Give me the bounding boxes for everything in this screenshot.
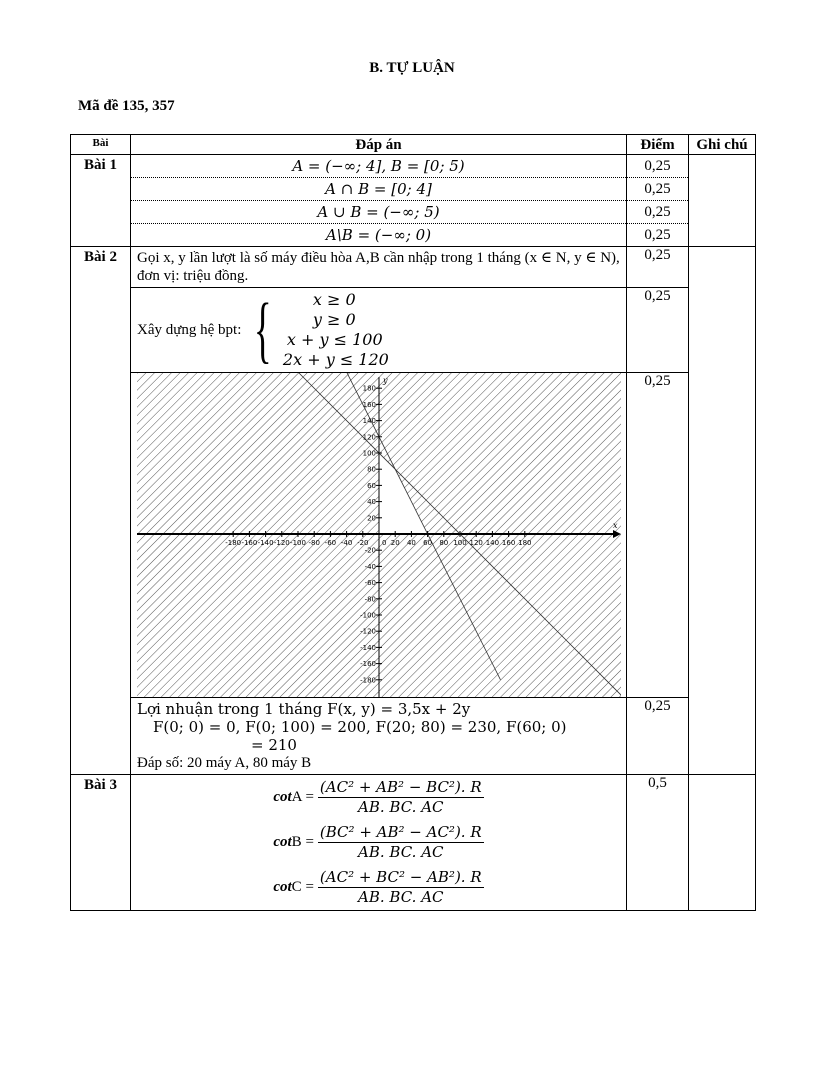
- x-tick-label: 40: [406, 539, 416, 547]
- y-tick-label: 60: [367, 481, 376, 490]
- x-tick-label: 120: [469, 539, 483, 547]
- bai2-intro: Gọi x, y lần lượt là số máy điều hòa A,B cần nhập trong 1 tháng (x ∈ N, y ∈ N), đơn vị: triệu đồng.: [131, 247, 627, 288]
- x-tick-label: -40: [340, 539, 353, 547]
- bai1-label: Bài 1: [71, 155, 131, 247]
- x-tick-label: -120: [273, 539, 290, 547]
- x-tick-label: 180: [518, 539, 532, 547]
- y-tick-label: -60: [364, 579, 376, 588]
- y-tick-label: -140: [360, 643, 376, 652]
- bai1-points: [627, 155, 689, 247]
- formula-b-angle: B: [291, 834, 302, 850]
- y-tick-label: -80: [364, 595, 376, 604]
- feasible-region-graph: [137, 373, 621, 697]
- system-line-2: y ≥ 0: [312, 310, 356, 329]
- y-tick-label: -180: [360, 676, 376, 685]
- header-dap-an: Đáp án: [131, 135, 627, 155]
- profit-values: F(0; 0) = 0, F(0; 100) = 200, F(20; 80) = 230, F(60; 0): [153, 718, 567, 736]
- profit-values-2: = 210: [251, 736, 297, 754]
- bai2-label: Bài 2: [71, 247, 131, 775]
- bai1-answers: [131, 155, 627, 247]
- exam-code: Mã đề 135, 357: [78, 98, 175, 114]
- x-tick-label: -80: [308, 539, 320, 547]
- header-bai: Bài: [71, 135, 131, 155]
- bai3-label: Bài 3: [71, 775, 131, 911]
- bai2-graph-points: 0,25: [627, 373, 689, 698]
- formula-cot-b: cotB = $\frac{\text{(BC² + AB² − AC²). R}}{AB. BC. AC}$: [273, 823, 482, 861]
- section-title: B. TỰ LUẬN: [369, 60, 455, 76]
- y-tick-label: 180: [362, 384, 376, 393]
- x-tick-label: -20: [357, 539, 369, 547]
- formula-cot-c: cotC = $\frac{\text{(AC² + BC² − AB²). R}}{AB. BC. AC}$: [273, 868, 482, 906]
- x-tick-label: -140: [257, 539, 274, 547]
- y-axis-label: y: [383, 376, 388, 385]
- bai2-system-points: 0,25: [627, 288, 689, 373]
- y-tick-label: 140: [362, 417, 376, 426]
- bai1-points-2: 0,25: [627, 178, 688, 201]
- x-tick-label: -100: [290, 539, 306, 547]
- header-row: [71, 135, 756, 155]
- profit-text: Lợi nhuận trong 1 tháng F(x, y) = 3,5x + 2y: [137, 700, 471, 718]
- bai3-row: [71, 775, 756, 911]
- bai3-note: [689, 775, 756, 911]
- bai2-graph-row: [71, 373, 756, 698]
- bai2-profit-row: [71, 698, 756, 775]
- bai1-answer-4: A\B = (−∞; 0): [325, 226, 432, 244]
- system-brace: {: [254, 289, 273, 371]
- bai2-graph-cell: [131, 373, 627, 698]
- bai2-intro-points: 0,25: [627, 247, 689, 288]
- bai1-answer-3: A ∪ B = (−∞; 5): [131, 201, 626, 224]
- y-tick-label: 20: [367, 514, 376, 523]
- bai2-profit: [131, 698, 627, 775]
- y-tick-label: -20: [364, 546, 376, 555]
- bai1-answer-2: A ∩ B = [0; 4]: [131, 178, 626, 201]
- header-ghi-chu: Ghi chú: [689, 135, 756, 155]
- bai2-system-row: [71, 288, 756, 373]
- bai1-points-1: 0,25: [627, 155, 688, 178]
- y-tick-label: -40: [364, 562, 376, 571]
- bai1-row: [71, 155, 756, 247]
- formula-c-den: AB. BC. AC: [358, 888, 444, 906]
- origin-label: 0: [382, 539, 387, 547]
- x-tick-label: 140: [485, 539, 500, 547]
- y-tick-label: 100: [362, 449, 376, 458]
- x-tick-label: -180: [225, 539, 242, 547]
- y-tick-label: -100: [360, 611, 376, 620]
- formula-a-den: AB. BC. AC: [358, 798, 444, 816]
- bai1-note: [689, 155, 756, 247]
- formula-b-name: cot: [273, 834, 292, 850]
- x-axis-label: x: [613, 521, 618, 530]
- bai2-intro-row: [71, 247, 756, 288]
- y-tick-label: -120: [360, 627, 376, 636]
- x-tick-label: 100: [453, 539, 467, 547]
- x-tick-label: -60: [324, 539, 337, 547]
- system-label: Xây dựng hệ bpt:: [137, 321, 242, 338]
- bai3-points: 0,5: [627, 775, 689, 911]
- formula-cot-a: cotA = $\frac{\text{(AC² + AB² − BC²). R}}{AB. BC. AC}$: [273, 778, 482, 816]
- system-line-3: x + y ≤ 100: [286, 330, 383, 349]
- system-line-4: 2x + y ≤ 120: [282, 350, 389, 369]
- x-tick-label: 20: [390, 539, 400, 547]
- formula-a-num: (AC² + AB² − BC²). R: [319, 778, 482, 796]
- bai3-formulas: [131, 775, 627, 911]
- formula-b-den: AB. BC. AC: [358, 843, 444, 861]
- formula-c-angle: C: [291, 879, 302, 895]
- x-tick-label: 60: [423, 539, 433, 547]
- answer-table: [70, 134, 756, 911]
- formula-c-num: (AC² + BC² − AB²). R: [319, 868, 482, 886]
- header-diem: Điểm: [627, 135, 689, 155]
- bai1-points-4: 0,25: [644, 227, 671, 243]
- bai2-note: [689, 247, 756, 775]
- formula-a-name: cot: [273, 789, 292, 805]
- y-tick-label: 160: [362, 400, 376, 409]
- bai1-answer-1: A = (−∞; 4], B = [0; 5): [131, 155, 626, 178]
- y-tick-label: 80: [367, 465, 376, 474]
- x-tick-label: -160: [241, 539, 258, 547]
- formula-c-name: cot: [273, 879, 292, 895]
- y-tick-label: -160: [360, 660, 376, 669]
- y-tick-label: 40: [367, 498, 376, 507]
- formula-a-angle: A: [291, 789, 302, 805]
- bai2-profit-points: 0,25: [627, 698, 689, 775]
- bai2-system: [131, 288, 627, 373]
- bai1-points-3: 0,25: [627, 201, 688, 224]
- formula-b-num: (BC² + AB² − AC²). R: [319, 823, 482, 841]
- x-tick-label: 80: [439, 539, 449, 547]
- profit-answer: Đáp số: 20 máy A, 80 máy B: [137, 755, 312, 771]
- system-line-1: x ≥ 0: [312, 290, 356, 309]
- y-tick-label: 120: [362, 433, 376, 442]
- x-tick-label: 160: [501, 539, 516, 547]
